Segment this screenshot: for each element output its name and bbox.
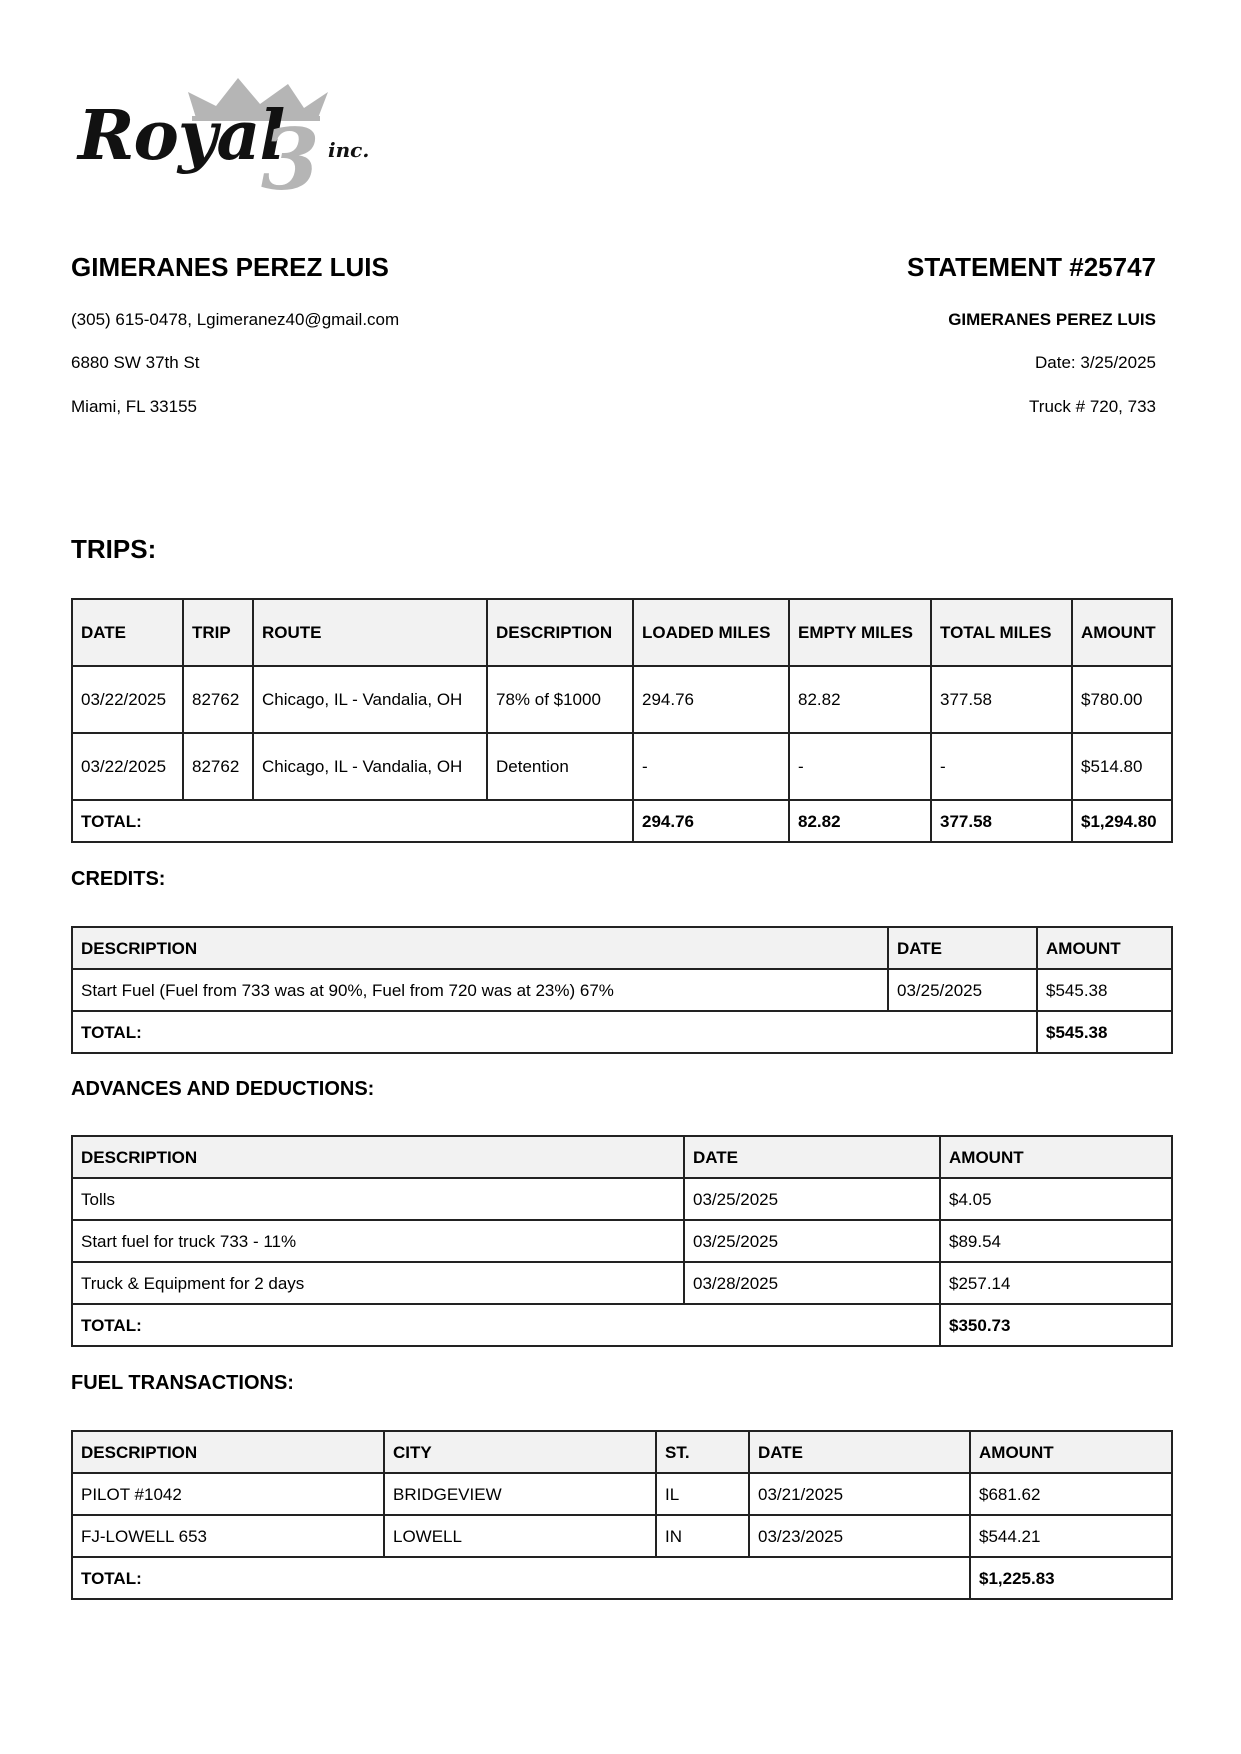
total-amount: $545.38 xyxy=(1037,1011,1172,1053)
total-amount: $350.73 xyxy=(940,1304,1172,1346)
column-header: TRIP xyxy=(183,599,253,666)
credit-amount: $545.38 xyxy=(1037,969,1172,1011)
customer-address-line1: 6880 SW 37th St xyxy=(71,353,200,372)
customer-name: GIMERANES PEREZ LUIS xyxy=(71,252,389,282)
advance-description: Truck & Equipment for 2 days xyxy=(72,1262,684,1304)
statement-date: Date: 3/25/2025 xyxy=(1035,353,1156,372)
trip-description: Detention xyxy=(487,733,633,800)
trips-title: TRIPS: xyxy=(71,534,157,564)
table-header-row xyxy=(72,927,1172,969)
advances-table xyxy=(71,1135,1173,1347)
fuel-description: PILOT #1042 xyxy=(72,1473,384,1515)
trip-description: 78% of $1000 xyxy=(487,666,633,733)
total-row xyxy=(72,800,1172,842)
trip-route: Chicago, IL - Vandalia, OH xyxy=(253,666,487,733)
trip-loaded-miles: 294.76 xyxy=(633,666,789,733)
fuel-city: LOWELL xyxy=(384,1515,656,1557)
trip-amount: $780.00 xyxy=(1072,666,1172,733)
total-row xyxy=(72,1011,1172,1053)
advance-date: 03/25/2025 xyxy=(684,1220,940,1262)
advance-amount: $257.14 xyxy=(940,1262,1172,1304)
fuel-description: FJ-LOWELL 653 xyxy=(72,1515,384,1557)
trip-amount: $514.80 xyxy=(1072,733,1172,800)
column-header: LOADED MILES xyxy=(633,599,789,666)
statement-title: STATEMENT #25747 xyxy=(906,252,1156,282)
trip-loaded-miles: - xyxy=(633,733,789,800)
logo-inc: inc. xyxy=(328,138,370,162)
total-label: TOTAL: xyxy=(72,1557,970,1599)
column-header: DATE xyxy=(684,1136,940,1178)
fuel-date: 03/23/2025 xyxy=(749,1515,970,1557)
column-header: CITY xyxy=(384,1431,656,1473)
fuel-table xyxy=(71,1430,1173,1600)
total-label: TOTAL: xyxy=(72,1304,940,1346)
credit-date: 03/25/2025 xyxy=(888,969,1037,1011)
total-loaded-miles: 294.76 xyxy=(633,800,789,842)
trip-number: 82762 xyxy=(183,666,253,733)
column-header: AMOUNT xyxy=(940,1136,1172,1178)
credit-description: Start Fuel (Fuel from 733 was at 90%, Fuel from 720 was at 23%) 67% xyxy=(72,969,888,1011)
column-header: AMOUNT xyxy=(1037,927,1172,969)
total-empty-miles: 82.82 xyxy=(789,800,931,842)
fuel-state: IL xyxy=(656,1473,749,1515)
column-header: DESCRIPTION xyxy=(72,1431,384,1473)
column-header: AMOUNT xyxy=(970,1431,1172,1473)
total-label: TOTAL: xyxy=(72,800,633,842)
advance-description: Start fuel for truck 733 - 11% xyxy=(72,1220,684,1262)
trips-table xyxy=(71,598,1173,843)
table-row xyxy=(72,1220,1172,1262)
column-header: ROUTE xyxy=(253,599,487,666)
advance-date: 03/25/2025 xyxy=(684,1178,940,1220)
company-logo xyxy=(78,78,378,209)
credits-table xyxy=(71,926,1173,1054)
trip-empty-miles: 82.82 xyxy=(789,666,931,733)
total-label: TOTAL: xyxy=(72,1011,1037,1053)
customer-address-line2: Miami, FL 33155 xyxy=(71,397,197,416)
advance-amount: $89.54 xyxy=(940,1220,1172,1262)
fuel-city: BRIDGEVIEW xyxy=(384,1473,656,1515)
table-header-row xyxy=(72,1431,1172,1473)
column-header: ST. xyxy=(656,1431,749,1473)
table-row xyxy=(72,1262,1172,1304)
credits-title: CREDITS: xyxy=(71,868,166,890)
trip-total-miles: - xyxy=(931,733,1072,800)
total-row xyxy=(72,1304,1172,1346)
trip-empty-miles: - xyxy=(789,733,931,800)
fuel-state: IN xyxy=(656,1515,749,1557)
column-header: DATE xyxy=(749,1431,970,1473)
fuel-amount: $681.62 xyxy=(970,1473,1172,1515)
trip-date: 03/22/2025 xyxy=(72,733,183,800)
table-row xyxy=(72,1473,1172,1515)
column-header: TOTAL MILES xyxy=(931,599,1072,666)
advance-description: Tolls xyxy=(72,1178,684,1220)
table-header-row xyxy=(72,599,1172,666)
column-header: EMPTY MILES xyxy=(789,599,931,666)
column-header: DESCRIPTION xyxy=(72,1136,684,1178)
column-header: AMOUNT xyxy=(1072,599,1172,666)
fuel-amount: $544.21 xyxy=(970,1515,1172,1557)
logo-numeral: 3 xyxy=(261,110,320,209)
advances-title: ADVANCES AND DEDUCTIONS: xyxy=(71,1078,375,1100)
fuel-title: FUEL TRANSACTIONS: xyxy=(71,1372,294,1394)
advance-amount: $4.05 xyxy=(940,1178,1172,1220)
column-header: DATE xyxy=(888,927,1037,969)
column-header: DESCRIPTION xyxy=(487,599,633,666)
statement-driver-name: GIMERANES PEREZ LUIS xyxy=(948,310,1156,329)
table-row xyxy=(72,666,1172,733)
table-row xyxy=(72,969,1172,1011)
table-row xyxy=(72,1515,1172,1557)
table-row xyxy=(72,1178,1172,1220)
statement-truck: Truck # 720, 733 xyxy=(1029,397,1156,416)
logo-wordmark: Royal xyxy=(78,96,285,176)
table-row xyxy=(72,733,1172,800)
trip-total-miles: 377.58 xyxy=(931,666,1072,733)
total-row xyxy=(72,1557,1172,1599)
column-header: DATE xyxy=(72,599,183,666)
table-header-row xyxy=(72,1136,1172,1178)
trip-number: 82762 xyxy=(183,733,253,800)
trip-route: Chicago, IL - Vandalia, OH xyxy=(253,733,487,800)
total-total-miles: 377.58 xyxy=(931,800,1072,842)
advance-date: 03/28/2025 xyxy=(684,1262,940,1304)
fuel-date: 03/21/2025 xyxy=(749,1473,970,1515)
customer-contact: (305) 615-0478, Lgimeranez40@gmail.com xyxy=(71,310,400,329)
column-header: DESCRIPTION xyxy=(72,927,888,969)
total-amount: $1,294.80 xyxy=(1072,800,1172,842)
trip-date: 03/22/2025 xyxy=(72,666,183,733)
total-amount: $1,225.83 xyxy=(970,1557,1172,1599)
